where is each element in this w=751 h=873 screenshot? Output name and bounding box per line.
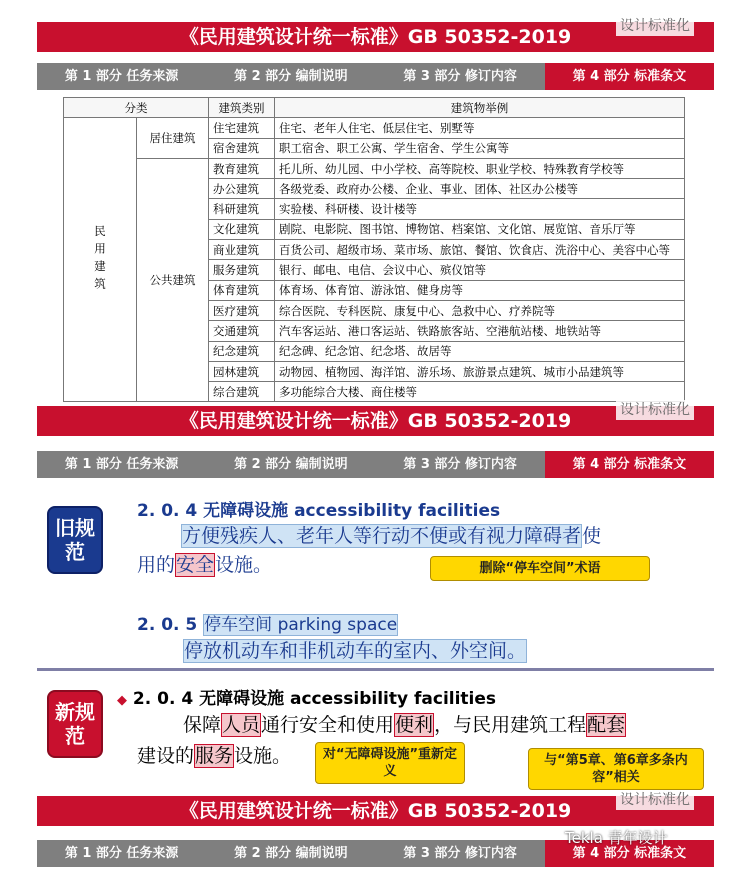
nav-part-1[interactable]: 第 1 部分 任务来源 bbox=[64, 846, 179, 861]
old-clause-205 bbox=[137, 610, 398, 635]
examples-cell: 汽车客运站、港口客运站、铁路旅客站、空港航站楼、地铁站等 bbox=[275, 321, 685, 341]
examples-cell: 综合医院、专科医院、康复中心、急救中心、疗养院等 bbox=[275, 300, 685, 320]
building-type-cell: 住宅建筑 bbox=[209, 118, 275, 138]
building-type-cell: 医疗建筑 bbox=[209, 300, 275, 320]
parking-term: 停车空间 parking space bbox=[204, 615, 398, 635]
old-text: 使 bbox=[582, 525, 602, 547]
divider bbox=[37, 668, 714, 671]
nav-part-4[interactable]: 第 4 部分 标准条文 bbox=[545, 451, 714, 478]
bullet-icon: ◆ bbox=[117, 693, 127, 708]
watermark: 设计标准化 bbox=[616, 16, 694, 36]
building-type-cell: 宿舍建筑 bbox=[209, 138, 275, 158]
classification-table bbox=[63, 97, 685, 402]
title-band bbox=[37, 18, 714, 52]
new-text-mark: 人员 bbox=[222, 714, 261, 736]
examples-cell: 多功能综合大楼、商住楼等 bbox=[275, 382, 685, 402]
old-spec-tag: 旧规范 bbox=[47, 506, 103, 574]
examples-cell: 剧院、电影院、图书馆、博物馆、档案馆、文化馆、展览馆、音乐厅等 bbox=[275, 219, 685, 239]
new-text-mark: 便利 bbox=[395, 714, 434, 736]
examples-cell: 体育场、体育馆、游泳馆、健身房等 bbox=[275, 280, 685, 300]
building-type-cell: 体育建筑 bbox=[209, 280, 275, 300]
nav-part-2[interactable]: 第 2 部分 编制说明 bbox=[234, 846, 348, 861]
new-text: 设施。 bbox=[234, 745, 292, 767]
table-row bbox=[64, 158, 685, 178]
nav-part-1[interactable]: 第 1 部分 任务来源 bbox=[64, 457, 179, 472]
examples-cell: 住宅、老年人住宅、低层住宅、别墅等 bbox=[275, 118, 685, 138]
new-text: 建设的 bbox=[137, 745, 195, 767]
new-clause-heading bbox=[117, 684, 496, 709]
nav-part-2[interactable]: 第 2 部分 编制说明 bbox=[234, 457, 348, 472]
building-type-cell: 科研建筑 bbox=[209, 199, 275, 219]
building-type-cell: 办公建筑 bbox=[209, 179, 275, 199]
section-nav bbox=[37, 63, 714, 90]
page-title: 《民用建筑设计统一标准》GB 50352-2019 bbox=[179, 26, 572, 48]
watermark-3: 设计标准化 bbox=[616, 790, 694, 810]
nav-part-3[interactable]: 第 3 部分 修订内容 bbox=[403, 69, 517, 84]
old-clause-205-text bbox=[183, 636, 527, 663]
sub-category-cell: 居住建筑 bbox=[137, 118, 209, 159]
examples-cell: 职工宿舍、职工公寓、学生宿舍、学生公寓等 bbox=[275, 138, 685, 158]
parking-definition: 停放机动车和非机动车的室内、外空间。 bbox=[184, 640, 527, 662]
page-title-2: 《民用建筑设计统一标准》GB 50352-2019 bbox=[179, 410, 572, 432]
page-title-3: 《民用建筑设计统一标准》GB 50352-2019 bbox=[179, 800, 572, 822]
new-spec-tag: 新规范 bbox=[47, 690, 103, 758]
building-type-cell: 交通建筑 bbox=[209, 321, 275, 341]
section-nav-2 bbox=[37, 451, 714, 478]
watermark-2: 设计标准化 bbox=[616, 400, 694, 420]
old-text: 用的 bbox=[137, 554, 176, 576]
examples-cell: 百货公司、超级市场、菜市场、旅馆、餐馆、饮食店、洗浴中心、美容中心等 bbox=[275, 240, 685, 260]
clause-number: 2. 0. 5 bbox=[137, 615, 204, 635]
new-text-mark: 配套 bbox=[587, 714, 626, 736]
examples-cell: 纪念碑、纪念馆、纪念塔、故居等 bbox=[275, 341, 685, 361]
header-type: 建筑类别 bbox=[209, 98, 275, 118]
new-text: 保障 bbox=[183, 714, 222, 736]
watermark-tekla: Tekla 青年设计 bbox=[565, 829, 668, 847]
note-related: 与“第5章、第6章多条内容”相关 bbox=[528, 748, 704, 790]
building-type-cell: 教育建筑 bbox=[209, 158, 275, 178]
nav-part-4[interactable]: 第 4 部分 标准条文 bbox=[545, 840, 714, 867]
nav-part-3[interactable]: 第 3 部分 修订内容 bbox=[403, 846, 517, 861]
table-header-row bbox=[64, 98, 685, 118]
examples-cell: 托儿所、幼儿园、中小学校、高等院校、职业学校、特殊教育学校等 bbox=[275, 158, 685, 178]
title-band-3 bbox=[37, 792, 714, 826]
examples-cell: 各级党委、政府办公楼、企业、事业、团体、社区办公楼等 bbox=[275, 179, 685, 199]
new-text-mark: 服务 bbox=[195, 745, 234, 767]
note-delete-term: 删除“停车空间”术语 bbox=[430, 556, 650, 581]
building-type-cell: 综合建筑 bbox=[209, 382, 275, 402]
nav-part-3[interactable]: 第 3 部分 修订内容 bbox=[403, 457, 517, 472]
header-examples: 建筑物举例 bbox=[275, 98, 685, 118]
new-clause-title: 2. 0. 4 无障碍设施 accessibility facilities bbox=[132, 689, 497, 709]
old-clause-heading: 2. 0. 4 无障碍设施 accessibility facilities bbox=[137, 501, 501, 521]
examples-cell: 动物园、植物园、海洋馆、游乐场、旅游景点建筑、城市小品建筑等 bbox=[275, 361, 685, 381]
header-category: 分类 bbox=[64, 98, 209, 118]
building-type-cell: 服务建筑 bbox=[209, 260, 275, 280]
nav-part-4[interactable]: 第 4 部分 标准条文 bbox=[545, 63, 714, 90]
group-cell: 民用建筑 bbox=[64, 118, 137, 402]
building-type-cell: 商业建筑 bbox=[209, 240, 275, 260]
old-text-highlight: 方便残疾人、老年人等行动不便或有视力障碍者 bbox=[182, 525, 582, 547]
nav-part-1[interactable]: 第 1 部分 任务来源 bbox=[64, 69, 179, 84]
building-type-cell: 园林建筑 bbox=[209, 361, 275, 381]
sub-category-cell: 公共建筑 bbox=[137, 158, 209, 402]
building-type-cell: 纪念建筑 bbox=[209, 341, 275, 361]
examples-cell: 实验楼、科研楼、设计楼等 bbox=[275, 199, 685, 219]
new-text: ，与民用建筑工程 bbox=[434, 714, 587, 736]
note-redefine: 对“无障碍设施”重新定义 bbox=[315, 742, 465, 784]
new-text: 通行安全和使用 bbox=[261, 714, 395, 736]
examples-cell: 银行、邮电、电信、会议中心、殡仪馆等 bbox=[275, 260, 685, 280]
old-text-mark: 安全 bbox=[176, 554, 215, 576]
old-text: 设施。 bbox=[215, 554, 273, 576]
title-band-2 bbox=[37, 402, 714, 436]
building-type-cell: 文化建筑 bbox=[209, 219, 275, 239]
nav-part-2[interactable]: 第 2 部分 编制说明 bbox=[234, 69, 348, 84]
table-row bbox=[64, 118, 685, 138]
